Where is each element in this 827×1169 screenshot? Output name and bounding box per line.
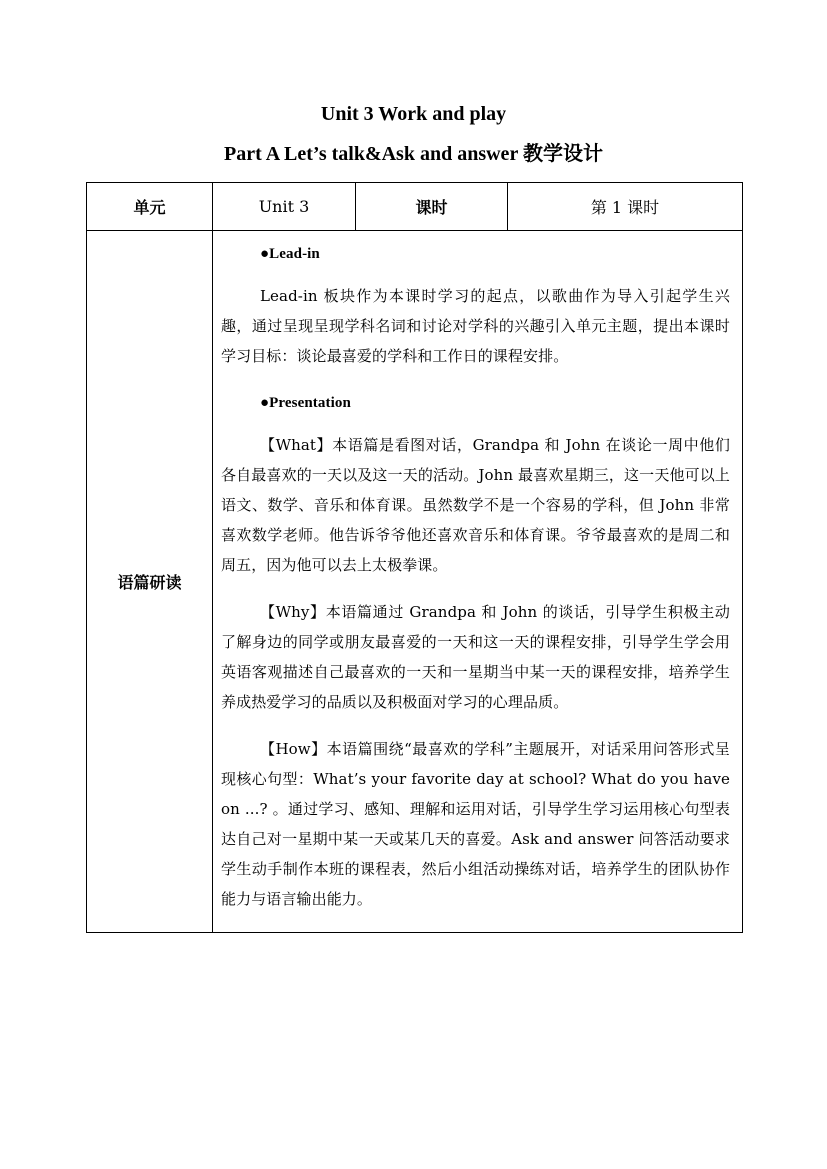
unit-label-cell: 单元 — [87, 183, 213, 231]
period-label-cell: 课时 — [356, 183, 508, 231]
header-row — [87, 183, 743, 231]
presentation-heading: ●Presentation — [260, 395, 351, 411]
leadin-heading: ●Lead-in — [260, 246, 320, 262]
text-analysis-row — [87, 231, 743, 933]
leadin-paragraph: Lead-in 板块作为本课时学习的起点，以歌曲作为导入引起学生兴趣，通过呈现呈现学科名词和讨论对学科的兴趣引入单元主题，提出本课时学习目标：谈论最喜爱的学科和工作日的课程安排。 — [221, 287, 730, 365]
why-paragraph: 【Why】本语篇通过 Grandpa 和 John 的谈话，引导学生积极主动了解身边的同学或朋友最喜爱的一天和这一天的课程安排，引导学生学会用英语客观描述自己最喜欢的一天和一星期当中某一天的课程安排，培养学生养成热爱学习的品质以及积极面对学习的心理品质。 — [221, 603, 730, 711]
unit-value-cell: Unit 3 — [213, 183, 356, 231]
document-subtitle: Part A Let’s talk&Ask and answer 教学设计 — [224, 143, 603, 165]
section-content-cell — [213, 231, 743, 933]
period-value-cell: 第 1 课时 — [508, 183, 743, 231]
what-paragraph: 【What】本语篇是看图对话，Grandpa 和 John 在谈论一周中他们各自最喜欢的一天以及这一天的活动。John 最喜欢星期三，这一天他可以上语文、数学、音乐和体育课。虽然数学不是一个容易的学科，但 John 非常喜欢数学老师。他告诉爷爷他还喜欢音乐和体育课。爷爷最喜欢的是周二和周五，因为他可以去上太极拳课。 — [221, 436, 730, 574]
lesson-plan-table — [86, 182, 743, 933]
section-label-cell: 语篇研读 — [87, 231, 213, 933]
how-paragraph: 【How】本语篇围绕“最喜欢的学科”主题展开，对话采用问答形式呈现核心句型：What’s your favorite day at school? What do you have on ...? 。通过学习、感知、理解和运用对话，引导学生学习运用核心句型表达自己对一星期中某一天或某几天的喜爱。Ask and answer 问答活动要求学生动手制作本班的课程表，然后小组活动操练对话，培养学生的团队协作能力与语言输出能力。 — [221, 740, 730, 908]
document-title: Unit 3 Work and play — [320, 103, 507, 125]
